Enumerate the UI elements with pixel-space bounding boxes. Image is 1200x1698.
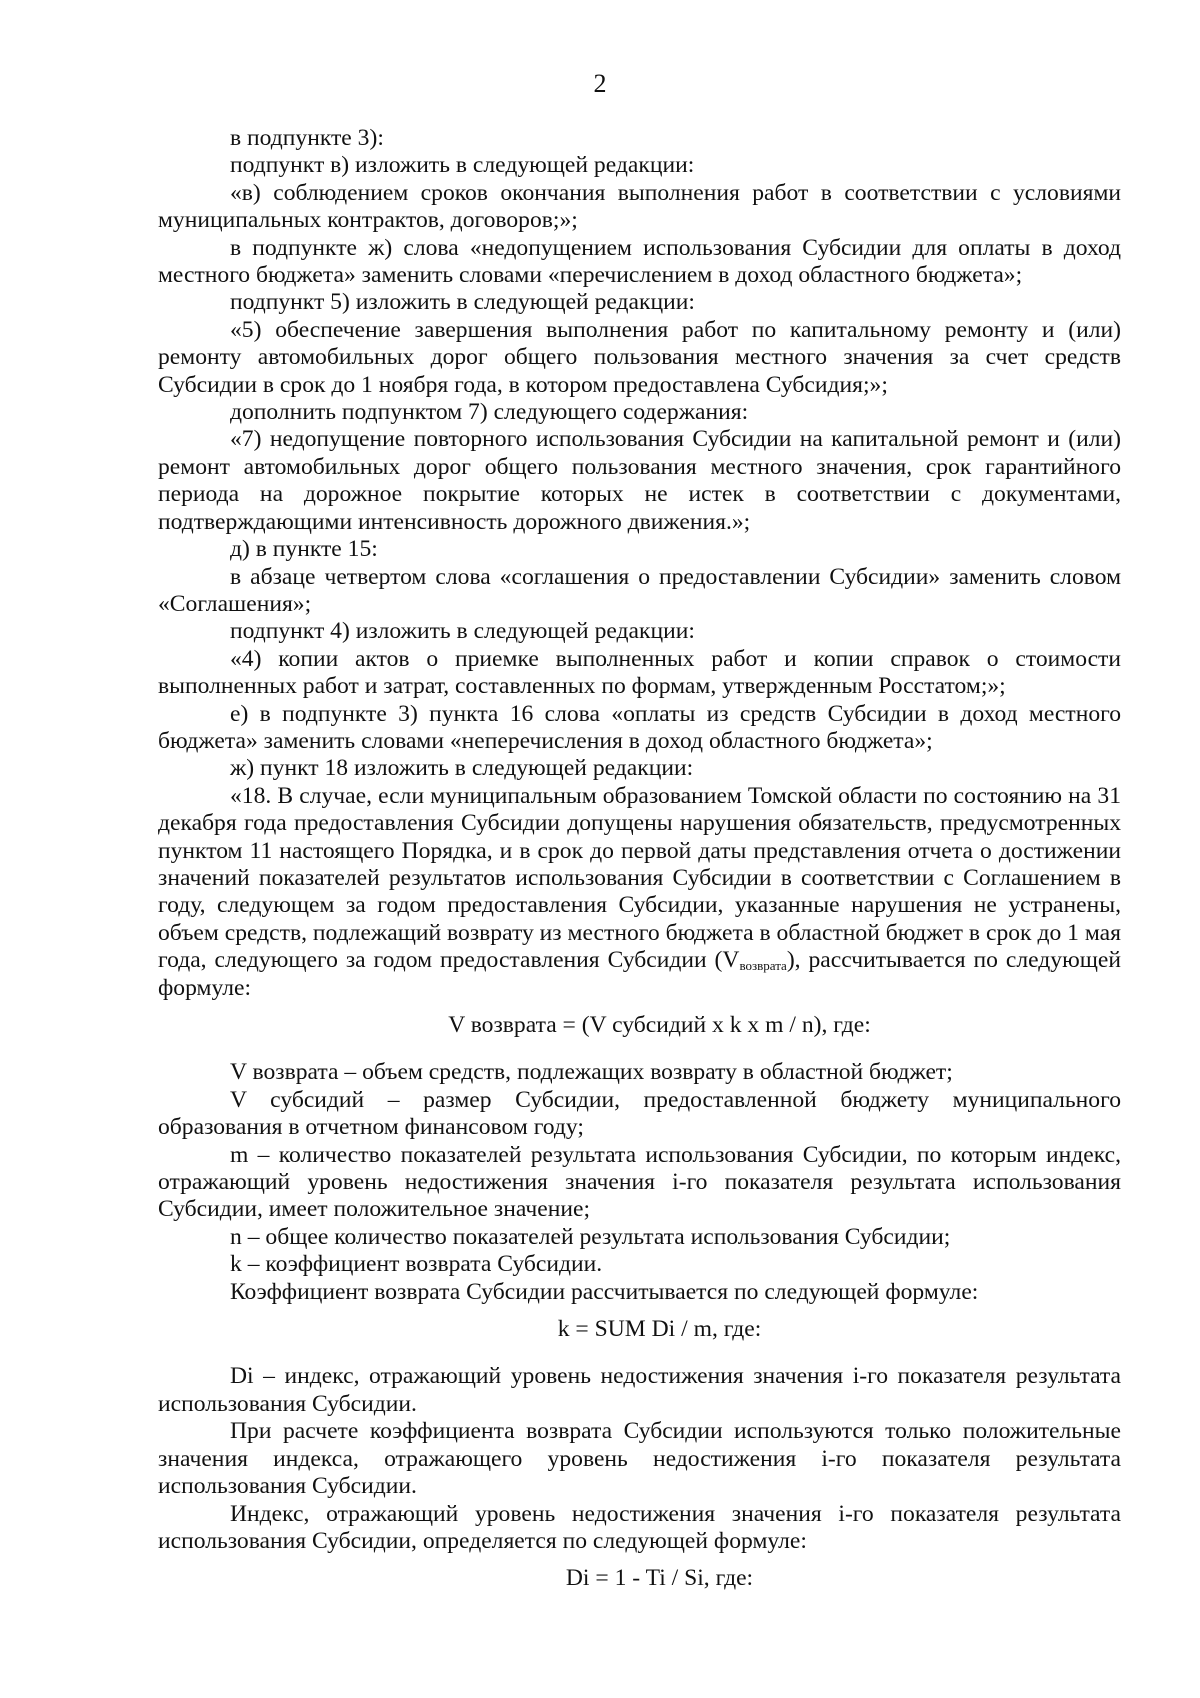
paragraph: «в) соблюдением сроков окончания выполнения работ в соответствии с условиями муниципальных контрактов, договоров;»; [158,179,1121,234]
document-body [158,125,1121,1613]
definition: Коэффициент возврата Субсидии рассчитывается по следующей формуле: [230,1278,979,1305]
paragraph: «7) недопущение повторного использования Субсидии на капитальной ремонт и (или) ремонт автомобильных дорог общего пользования местного значения, срок гарантийного периода на дорожное покрытие которых не истек в соответствии с документами, подтверждающими интенсивность дорожного движения.»; [158,426,1121,535]
paragraph-18 [158,783,1121,1002]
page-number: 2 [593,69,607,98]
definition: При расчете коэффициента возврата Субсидии используются только положительные значения индекса, отражающего уровень недостижения i-го показателя результата использования Субсидии. [158,1418,1121,1500]
paragraph: в подпункте ж) слова «недопущением использования Субсидии для оплаты в доход местного бюджета» заменить словами «перечислением в доход областного бюджета»; [158,234,1121,289]
definition: V субсидий – размер Субсидии, предоставленной бюджету муниципального образования в отчетном финансовом году; [158,1086,1121,1141]
paragraph: «4) копии актов о приемке выполненных работ и копии справок о стоимости выполненных работ и затрат, составленных по формам, утвержденным Росстатом;»; [158,645,1121,700]
formula-v-vozvrata: V возврата = (V субсидий x k x m / n), где: [448,1012,871,1038]
definition: Di – индекс, отражающий уровень недостижения значения i-го показателя результата использования Субсидии. [158,1363,1121,1417]
paragraph: е) в подпункте 3) пункта 16 слова «оплаты из средств Субсидии в доход местного бюджета» заменить словами «неперечисления в доход областного бюджета»; [158,700,1121,754]
definition: k – коэффициент возврата Субсидии. [230,1251,603,1278]
definition: n – общее количество показателей результата использования Субсидии; [230,1223,951,1250]
paragraph-18-tail: ), рассчитывается по следующей формуле: [158,947,1121,1001]
definition: Индекс, отражающий уровень недостижения значения i-го показателя результата использования Субсидии, определяется по следующей формуле: [158,1500,1121,1554]
paragraph: в абзаце четвертом слова «соглашения о предоставлении Субсидии» заменить словом «Соглашения»; [158,563,1121,617]
paragraph-18-text: «18. В случае, если муниципальным образованием Томской области по состоянию на 31 декабря года предоставления Субсидии допущены нарушения обязательств, предусмотренных пунктом 11 настоящего Порядка, и в срок до первой даты представления отчета о достижении значений показателей результатов использования Субсидии в соответствии с Соглашением в году, следующем за годом предоставления Субсидии, указанные нарушения не устранены, объем средств, подлежащий возврату из местного бюджета в областной бюджет в срок до 1 мая года, следующего за годом предоставления Субсидии (V [158,782,1121,974]
paragraph: подпункт 4) изложить в следующей редакции: [230,618,695,645]
paragraph: ж) пункт 18 изложить в следующей редакции: [230,755,694,782]
paragraph: «5) обеспечение завершения выполнения работ по капитальному ремонту и (или) ремонту автомобильных дорог общего пользования местного значения за счет средств Субсидии в срок до 1 ноября года, в котором предоставлена Субсидия;»; [158,316,1121,398]
definition: m – количество показателей результата использования Субсидии, по которым индекс, отражающий уровень недостижения значения i-го показателя результата использования Субсидии, имеет положительное значение; [158,1141,1121,1223]
subscript-vozvrata: возврата [739,958,787,974]
paragraph: в подпункте 3): [230,125,384,151]
paragraph: подпункт в) изложить в следующей редакции: [230,152,695,179]
formula-k: k = SUM Di / m, где: [557,1316,762,1343]
paragraph: дополнить подпунктом 7) следующего содержания: [230,399,749,426]
paragraph: д) в пункте 15: [230,536,378,563]
definition: V возврата – объем средств, подлежащих возврату в областной бюджет; [230,1059,953,1086]
paragraph: подпункт 5) изложить в следующей редакции: [230,289,695,316]
formula-di: Di = 1 - Ti / Si, где: [565,1565,754,1592]
